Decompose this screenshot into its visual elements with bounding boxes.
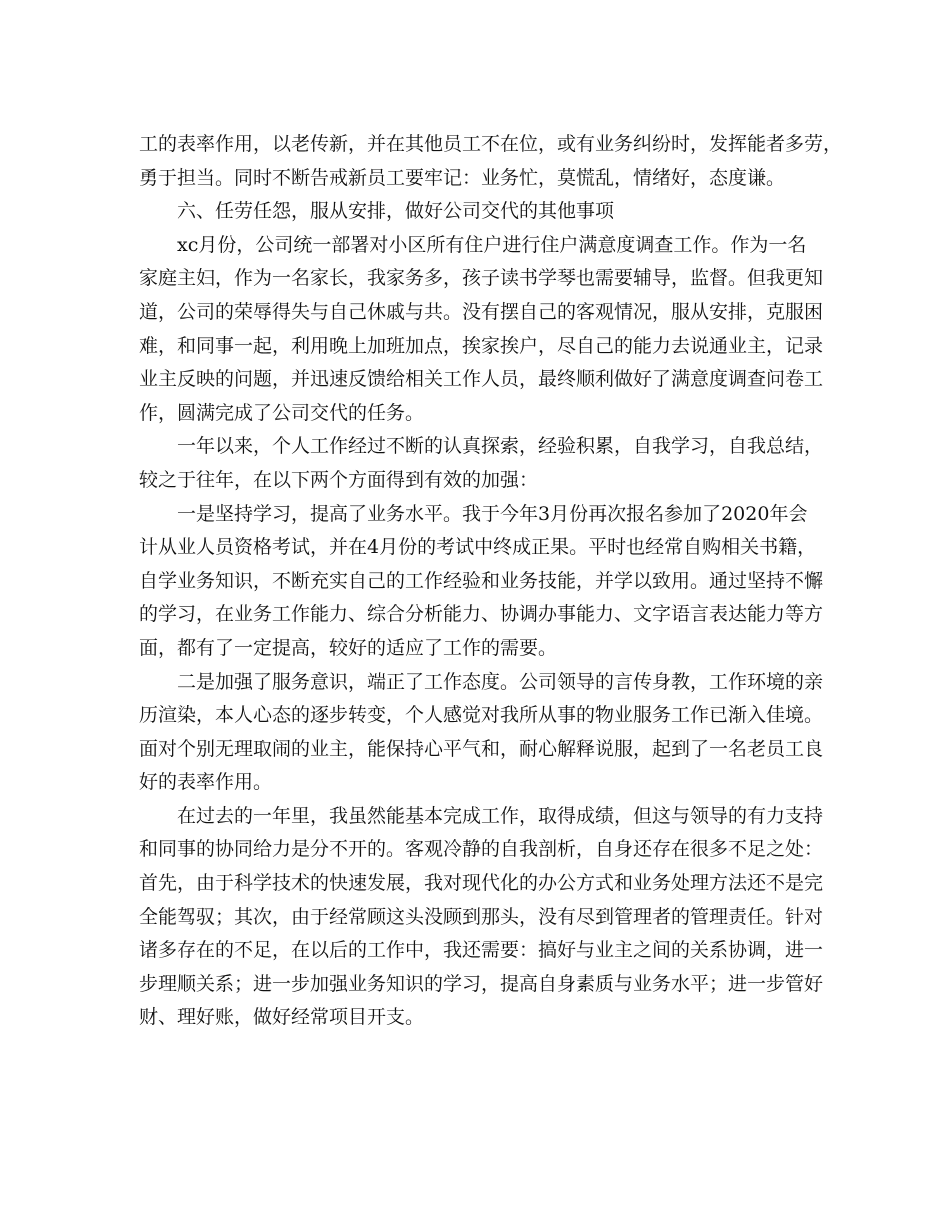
paragraph-shortcomings (139, 800, 822, 1035)
text-line: 作，圆满完成了公司交代的任务。 (139, 401, 425, 424)
text-line: 一是坚持学习，提高了业务水平。我于今年3月份再次报名参加了2020年会 (177, 502, 808, 525)
text-line: 较之于往年，在以下两个方面得到有效的加强： (139, 468, 539, 491)
text-line: 二是加强了服务意识，端正了工作态度。公司领导的言传身教，工作环境的亲 (177, 670, 824, 693)
text-line: 好的表率作用。 (139, 771, 273, 794)
text-line: 道，公司的荣辱得失与自己休戚与共。没有摆自己的客观情况，服从安排，克服困 (139, 300, 824, 323)
text-line: 和同事的协同给力是分不开的。客观冷静的自我剖析，自身还存在很多不足之处： (139, 838, 824, 861)
text-line: 历渲染，本人心态的逐步转变，个人感觉对我所从事的物业服务工作已渐入佳境。 (139, 704, 824, 727)
document-body (139, 128, 843, 1035)
text-line: 财、理好账，做好经常项目开支。 (139, 1006, 425, 1029)
paragraph-service (139, 666, 822, 800)
text-line: 的学习，在业务工作能力、综合分析能力、协调办事能力、文字语言表达能力等方 (139, 603, 824, 626)
text-line: 业主反映的问题，并迅速反馈给相关工作人员，最终顺利做好了满意度调查问卷工 (139, 368, 824, 391)
text-line: xc月份，公司统一部署对小区所有住户进行住户满意度调查工作。作为一名 (177, 233, 807, 256)
text-line: 诸多存在的不足，在以后的工作中，我还需要：搞好与业主之间的关系协调，进一 (139, 939, 824, 962)
text-line: 一年以来，个人工作经过不断的认真探索，经验积累，自我学习，自我总结， (177, 435, 824, 458)
text-line: 面对个别无理取闹的业主，能保持心平气和，耐心解释说服，起到了一名老员工良 (139, 737, 824, 760)
text-line: 勇于担当。同时不断告戒新员工要牢记：业务忙，莫慌乱，情绪好，态度谦。 (139, 166, 786, 189)
text-line: 全能驾驭；其次，由于经常顾这头没顾到那头，没有尽到管理者的管理责任。针对 (139, 905, 824, 928)
text-line: 计从业人员资格考试，并在4月份的考试中终成正果。平时也经常自购相关书籍， (139, 536, 817, 559)
text-line: 步理顺关系；进一步加强业务知识的学习，提高自身素质与业务水平；进一步管好 (139, 972, 824, 995)
text-line: 面，都有了一定提高，较好的适应了工作的需要。 (139, 636, 558, 659)
text-line: 难，和同事一起，利用晚上加班加点，挨家挨户，尽自己的能力去说通业主，记录 (139, 334, 824, 357)
text-line: 自学业务知识，不断充实自己的工作经验和业务技能，并学以致用。通过坚持不懈 (139, 569, 824, 592)
paragraph-survey (139, 229, 822, 431)
section-heading-six (139, 195, 822, 229)
text-line: 六、任劳任怨，服从安排，做好公司交代的其他事项 (177, 200, 615, 223)
text-line: 首先，由于科学技术的快速发展，我对现代化的办公方式和业务处理方法还不是完 (139, 872, 824, 895)
text-line: 家庭主妇，作为一名家长，我家务多，孩子读书学琴也需要辅导，监督。但我更知 (139, 267, 824, 290)
paragraph-continuation (139, 128, 843, 195)
text-line: 工的表率作用，以老传新，并在其他员工不在位，或有业务纠纷时，发挥能者多劳， (139, 133, 843, 155)
paragraph-year-summary (139, 430, 822, 497)
paragraph-learning (139, 498, 822, 666)
text-line: 在过去的一年里，我虽然能基本完成工作，取得成绩，但这与领导的有力支持 (177, 804, 824, 827)
